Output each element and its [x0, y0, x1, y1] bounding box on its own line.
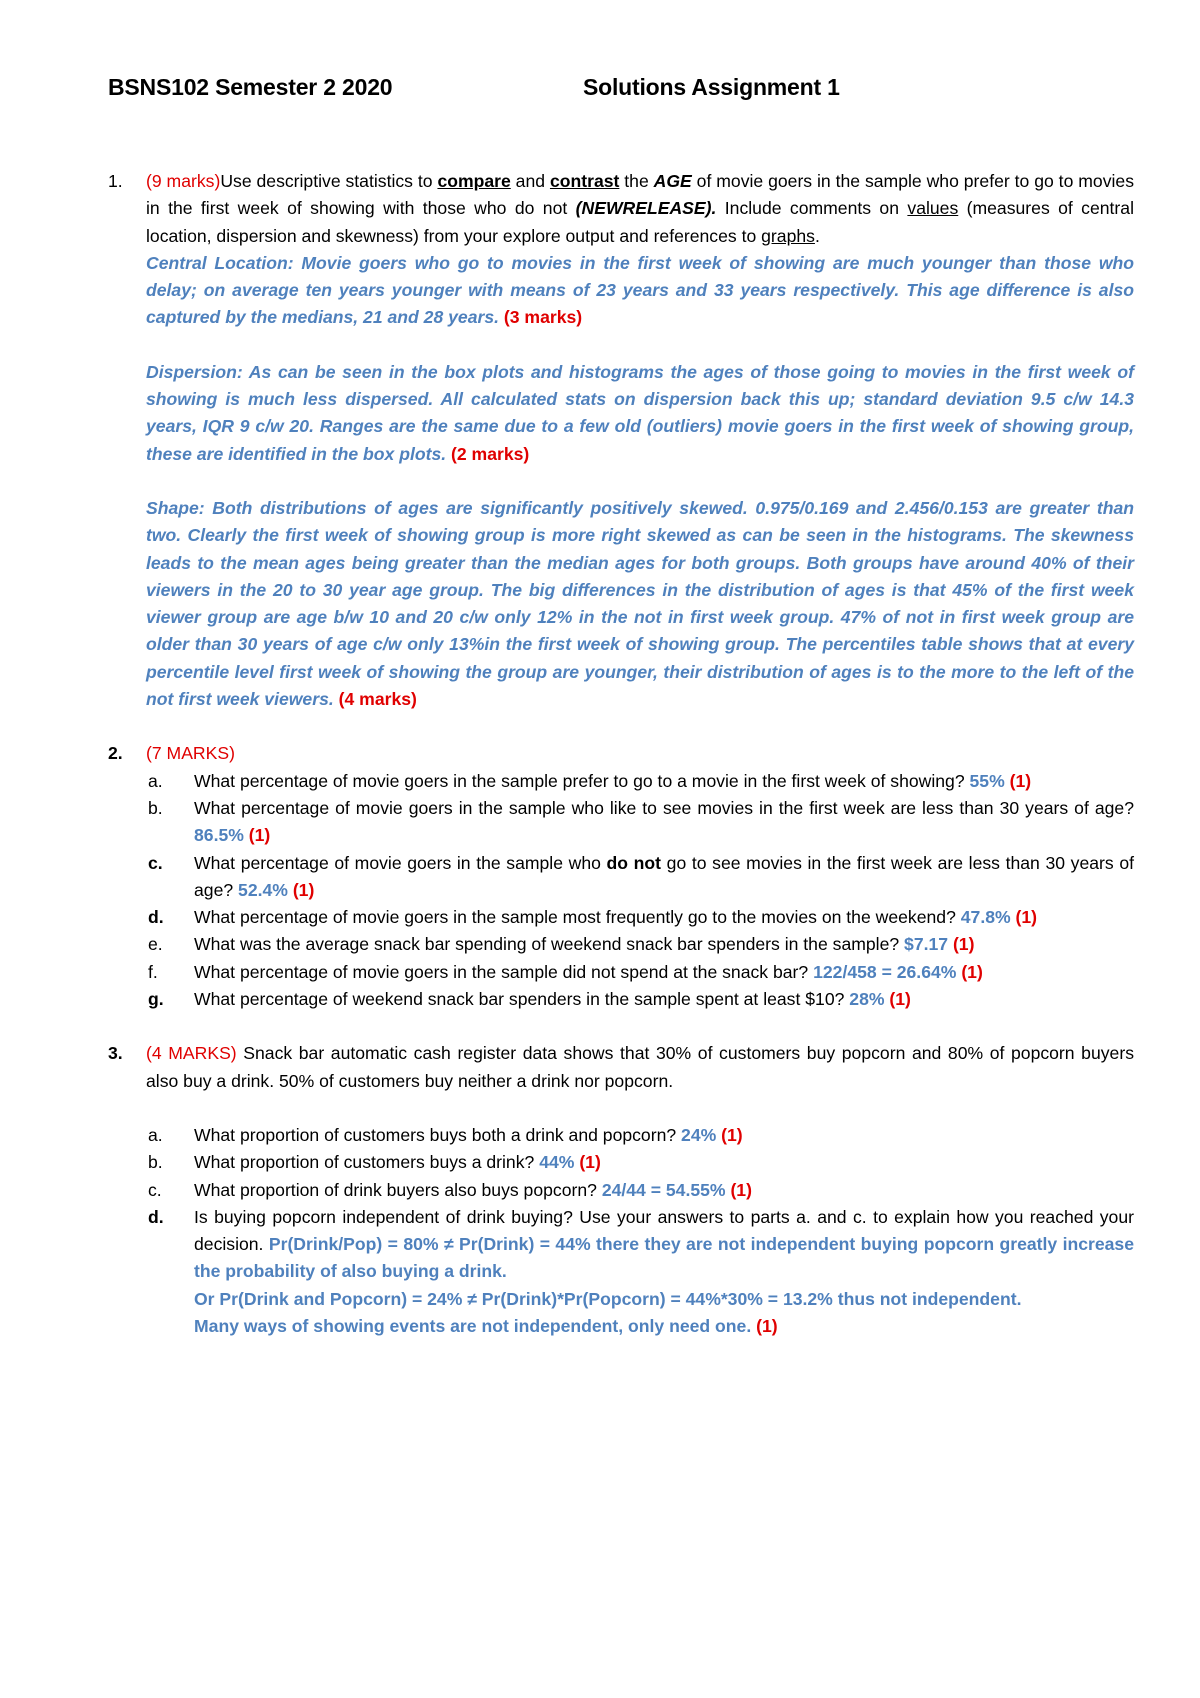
list-item: c. What proportion of drink buyers also buys popcorn? 24/44 = 54.55% (1): [148, 1179, 752, 1200]
question-3-parts: [108, 1122, 1134, 1340]
document-body: [108, 168, 1134, 1340]
marks-label: (7 MARKS): [146, 743, 235, 764]
marks-label: (3 marks): [503, 307, 583, 328]
document-title: Solutions Assignment 1: [583, 74, 840, 100]
marks-label: (4 marks): [338, 689, 417, 710]
answer-text: Pr(Drink/Pop) = 80% ≠ Pr(Drink) = 44% there they are not independent buying popcorn greatly increase the probability of also buying a drink.: [194, 1234, 1135, 1282]
question-3-prompt: (4 MARKS) Snack bar automatic cash register data shows that 30% of customers buy popcorn and 80% of popcorn buyers also buy a drink. 50% of customers buy neither a drink nor popcorn.: [146, 1043, 1134, 1091]
list-item: a. What proportion of customers buys both a drink and popcorn? 24% (1): [148, 1124, 743, 1145]
question-1: [108, 168, 1134, 713]
emphasis-age: AGE: [653, 171, 692, 191]
list-item: c. What percentage of movie goers in the sample who do not go to see movies in the first week are less than 30 years of age? 52.4% (1): [148, 852, 1134, 900]
answer-text: Or Pr(Drink and Popcorn) = 24% ≠ Pr(Drink)*Pr(Popcorn) = 44%*30% = 13.2% thus not independent.: [194, 1288, 1022, 1309]
emphasis-newrelease: (NEWRELEASE).: [575, 198, 717, 219]
question-2: [108, 740, 1134, 767]
marks-label: (4 MARKS): [146, 1043, 237, 1064]
question-1-prompt: (9 marks)Use descriptive statistics to compare and contrast the AGE of movie goers in the sample who prefer to go to movies in the first week of showing with those who do not (NEWRELEASE). Include comments on values (measures of central location, dispersion and skewness) from your explore output and references to graphs.: [146, 171, 1134, 246]
marks-label: (2 marks): [451, 443, 530, 464]
list-item: f. What percentage of movie goers in the sample did not spend at the snack bar? 122/458 = 26.64% (1): [148, 961, 983, 982]
question-number: 2.: [108, 743, 123, 764]
question-number: 3.: [108, 1043, 123, 1064]
marks-label: (9 marks): [146, 171, 221, 191]
emphasis-compare: compare: [437, 171, 511, 191]
page-header: [108, 74, 1098, 101]
answer-central-location: Central Location: Movie goers who go to movies in the first week of showing are much younger than those who delay; on average ten years younger with means of 23 years and 33 years respectively. This age difference is also captured by the medians, 21 and 28 years. (3 marks): [146, 252, 1134, 328]
course-title: BSNS102 Semester 2 2020: [108, 74, 393, 100]
answer-dispersion: Dispersion: As can be seen in the box plots and histograms the ages of those going to movies in the first week of showing is much less dispersed. All calculated stats on dispersion back this up; standard deviation 9.5 c/w 14.3 years, IQR 9 c/w 20. Ranges are the same due to a few old (outliers) movie goers in the first week of showing group, these are identified in the box plots. (2 marks): [146, 361, 1134, 464]
list-item: b. What percentage of movie goers in the sample who like to see movies in the first week are less than 30 years of age? 86.5% (1): [148, 797, 1134, 846]
question-number: 1.: [108, 171, 123, 191]
emphasis-contrast: contrast: [549, 171, 620, 191]
list-item: d. Is buying popcorn independent of drink buying? Use your answers to parts a. and c. to explain how you reached your decision. Pr(Drink/Pop) = 80% ≠ Pr(Drink) = 44% there they are not independent buying popcorn greatly increase the probability of also buying a drink. Or Pr(Drink and Popcorn) = 24% ≠ Pr(Drink)*Pr(Popcorn) = 44%*30% = 13.2% thus not independent. Many ways of showing events are not independent, only need one. (1): [148, 1206, 1135, 1336]
answer-shape: Shape: Both distributions of ages are significantly positively skewed. 0.975/0.169 and 2.456/0.153 are greater than two. Clearly the first week of showing group is more right skewed as can be seen in the histograms. The skewness leads to the mean ages being greater than the median ages for both groups. Both groups have around 40% of their viewers in the 20 to 30 year age group. The big differences in the distribution of ages is that 45% of the first week viewer group are age b/w 10 and 20 c/w only 12% in the not in first week group. 47% of not in first week group are older than 30 years of age c/w only 13%in the first week of showing group. The percentiles table shows that at every percentile level first week of showing the group are younger, their distribution of ages is to the more to the left of the not first week viewers. (4 marks): [146, 497, 1134, 710]
answer-text: Many ways of showing events are not independent, only need one.: [194, 1315, 757, 1336]
list-item: a. What percentage of movie goers in the sample prefer to go to a movie in the first week of showing? 55% (1): [148, 770, 1032, 791]
list-item: g. What percentage of weekend snack bar spenders in the sample spent at least $10? 28% (1): [148, 989, 911, 1010]
emphasis-values: values: [907, 198, 959, 219]
question-3: [108, 1040, 1134, 1095]
list-item: b. What proportion of customers buys a drink? 44% (1): [148, 1152, 601, 1173]
emphasis-graphs: graphs: [761, 225, 815, 246]
question-2-parts: [108, 768, 1134, 1014]
list-item: e. What was the average snack bar spending of weekend snack bar spenders in the sample? $7.17 (1): [148, 934, 975, 955]
list-item: d. What percentage of movie goers in the sample most frequently go to the movies on the weekend? 47.8% (1): [148, 907, 1038, 928]
